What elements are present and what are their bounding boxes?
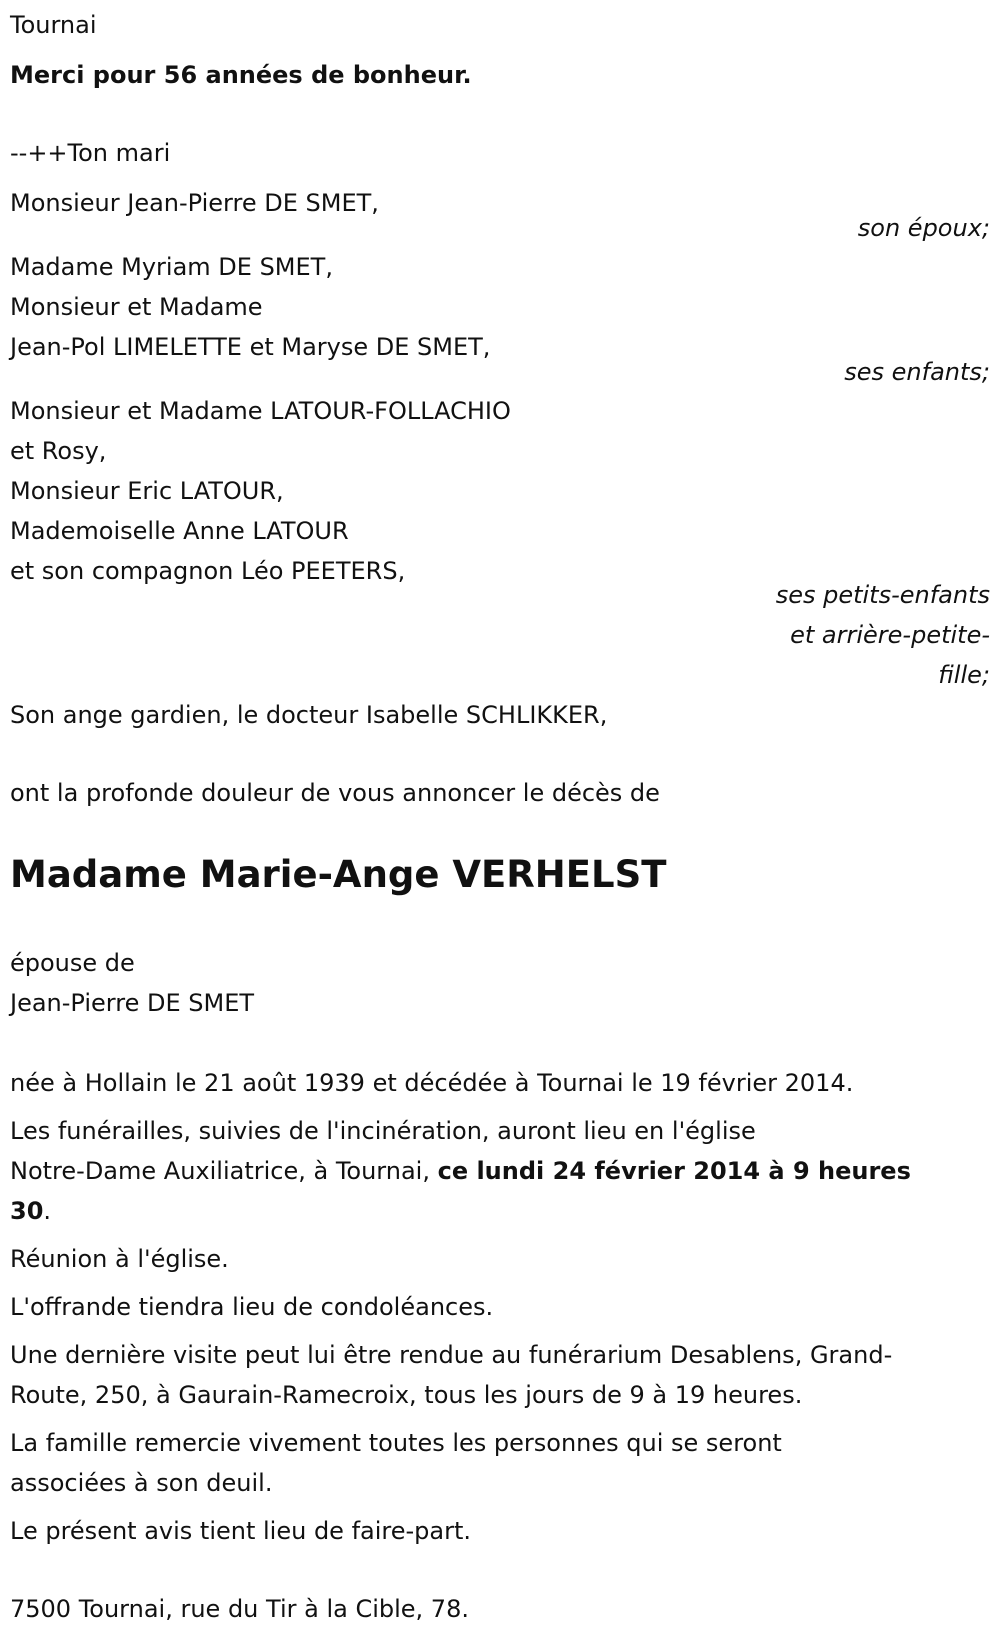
children-line-1: Madame Myriam DE SMET,	[10, 253, 333, 281]
signature-text: --++Ton mari	[10, 139, 171, 167]
thanks-line-1: La famille remercie vivement toutes les personnes qui se seront	[10, 1429, 782, 1457]
grandchildren-line-5: et son compagnon Léo PEETERS,	[10, 557, 406, 585]
epouse-line-2: Jean-Pierre DE SMET	[10, 989, 255, 1017]
funeral-date: ce lundi 24 février 2014 à 9 heures	[437, 1157, 911, 1185]
born-died-text: née à Hollain le 21 août 1939 et décédée à Tournai le 19 février 2014.	[10, 1069, 854, 1097]
notice-text: Le présent avis tient lieu de faire-part.	[10, 1517, 472, 1545]
children-line-2: Monsieur et Madame	[10, 293, 263, 321]
funeral-minutes: 30	[10, 1197, 44, 1225]
city-heading: Tournai	[10, 11, 97, 39]
grandchildren-line-1: Monsieur et Madame LATOUR-FOLLACHIO	[10, 397, 511, 425]
funeral-period: .	[43, 1197, 52, 1225]
grandchildren-line-3: Monsieur Eric LATOUR,	[10, 477, 284, 505]
grandchildren-line-4: Mademoiselle Anne LATOUR	[10, 517, 349, 545]
funeral-line-2	[10, 1152, 911, 1190]
funeral-line-1: Les funérailles, suivies de l'incinération, auront lieu en l'église	[10, 1117, 756, 1145]
children-role: ses enfants;	[844, 358, 990, 386]
spouse-role: son époux;	[857, 214, 990, 242]
reunion-text: Réunion à l'église.	[10, 1245, 229, 1273]
visit-line-1: Une dernière visite peut lui être rendue au funérarium Desablens, Grand-	[10, 1341, 893, 1369]
grandchildren-line-2: et Rosy,	[10, 437, 107, 465]
announcement-text: ont la profonde douleur de vous annoncer le décès de	[10, 779, 660, 807]
grandchildren-role-2: et arrière-petite-	[790, 621, 990, 649]
funeral-place: Notre-Dame Auxiliatrice, à Tournai,	[10, 1157, 438, 1185]
grandchildren-role-1: ses petits-enfants	[775, 581, 990, 609]
dedication-text: Merci pour 56 années de bonheur.	[10, 61, 472, 89]
spouse-line: Monsieur Jean-Pierre DE SMET,	[10, 189, 379, 217]
guardian-line: Son ange gardien, le docteur Isabelle SCHLIKKER,	[10, 701, 608, 729]
epouse-line-1: épouse de	[10, 949, 135, 977]
funeral-line-3	[10, 1192, 51, 1230]
offrande-text: L'offrande tiendra lieu de condoléances.	[10, 1293, 494, 1321]
thanks-line-2: associées à son deuil.	[10, 1469, 273, 1497]
children-line-3: Jean-Pol LIMELETTE et Maryse DE SMET,	[10, 333, 491, 361]
grandchildren-role-3: fille;	[938, 661, 990, 689]
visit-line-2: Route, 250, à Gaurain-Ramecroix, tous les jours de 9 à 19 heures.	[10, 1381, 803, 1409]
address-text: 7500 Tournai, rue du Tir à la Cible, 78.	[10, 1595, 469, 1623]
deceased-name: Madame Marie-Ange VERHELST	[10, 853, 667, 896]
